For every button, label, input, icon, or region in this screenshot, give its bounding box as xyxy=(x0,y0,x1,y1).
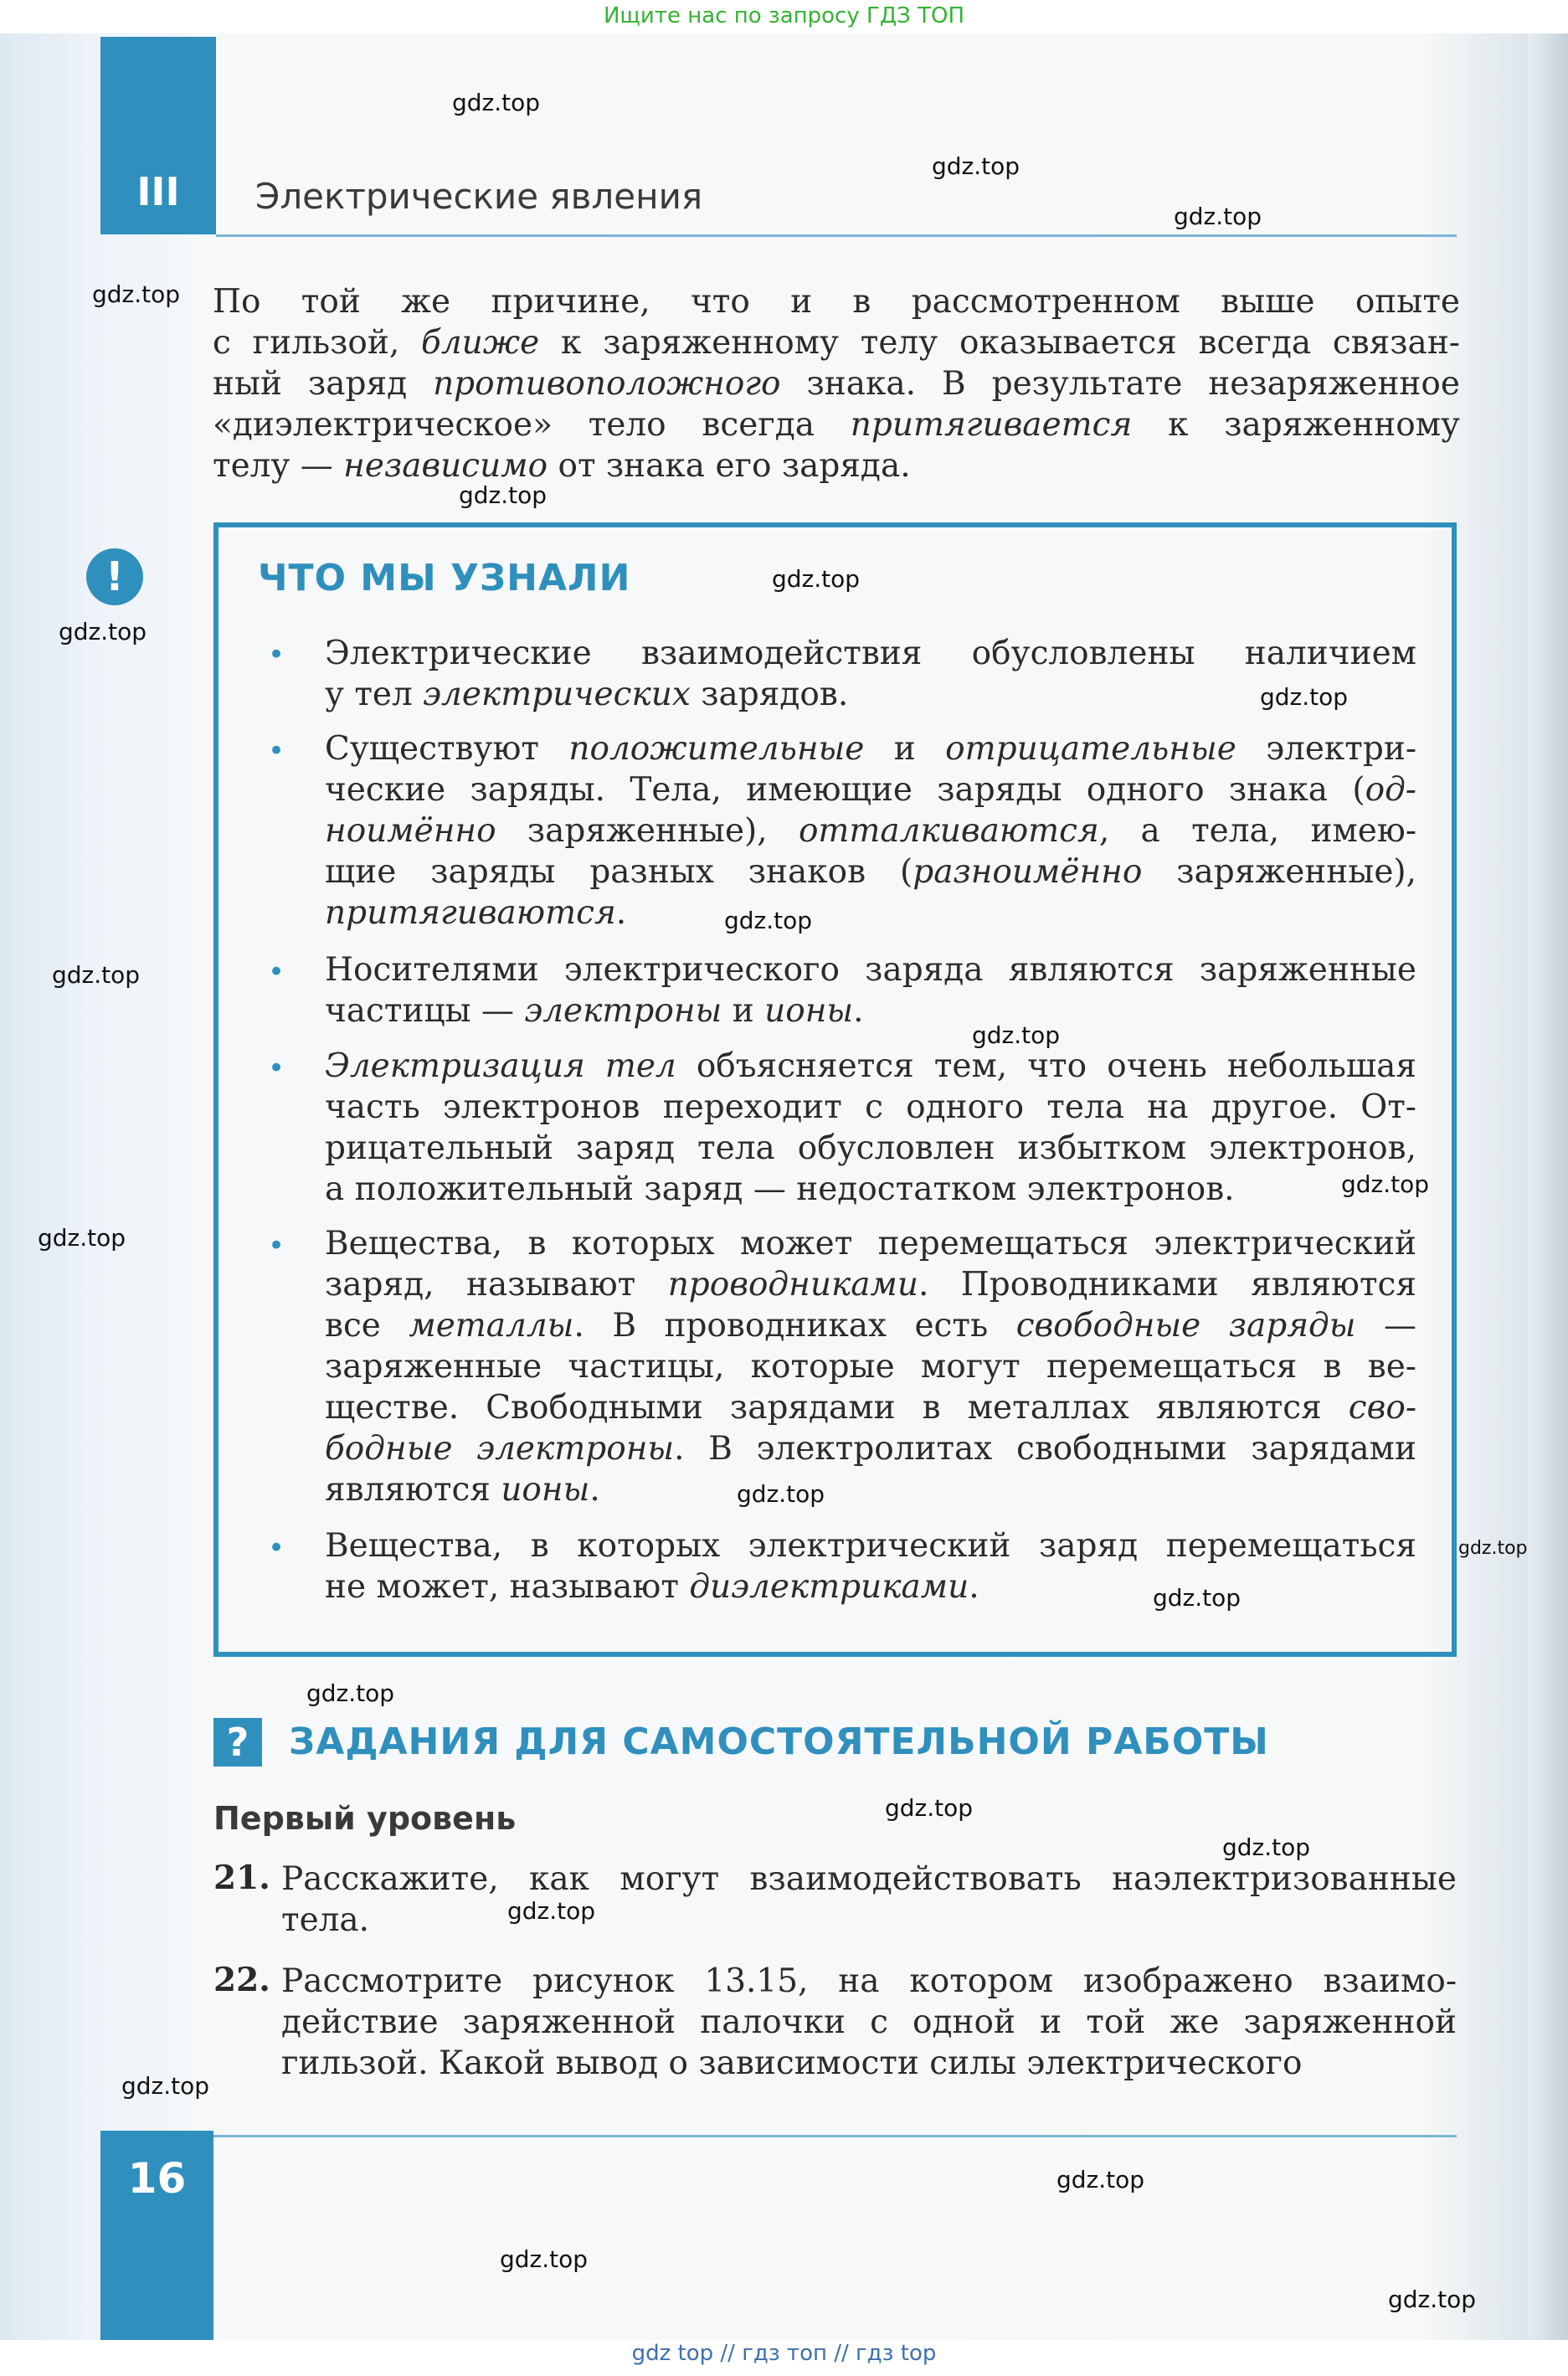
task-text xyxy=(281,1961,1457,2084)
page-edge-shadow xyxy=(1528,33,1568,2340)
watermark: gdz.top xyxy=(59,618,147,645)
text-line: гильзой. Какой вывод о зависимости силы электрического xyxy=(281,2044,1303,2082)
text-line: Вещества, в которых может перемещаться электрический xyxy=(325,1225,1416,1263)
watermark: gdz.top xyxy=(92,280,181,308)
watermark: gdz.top xyxy=(121,2072,210,2100)
summary-bullet xyxy=(325,728,1416,933)
watermark: gdz.top xyxy=(52,961,141,989)
italic-term: ближе xyxy=(421,324,540,362)
watermark: gdz.top xyxy=(1222,1833,1311,1861)
header-divider xyxy=(216,234,1457,237)
text-line: тела. xyxy=(281,1901,370,1939)
text-line: щие заряды разных знаков (разноимённо заряженные), xyxy=(325,853,1417,891)
text-line: Расскажите, как могут взаимодействовать наэлектризованные xyxy=(281,1860,1457,1898)
bottom-banner[interactable]: gdz top // гдз топ // гдз top xyxy=(631,2341,937,2366)
bullet-dot-icon: • xyxy=(268,734,285,768)
text-line: телу — независимо от знака его заряда. xyxy=(213,447,911,485)
text-line: ческие заряды. Тела, имеющие заряды одного знака (од- xyxy=(325,771,1416,809)
watermark: gdz.top xyxy=(507,1897,596,1925)
summary-bullet xyxy=(325,1223,1416,1510)
text-line: заряженные частицы, которые могут перемещаться в ве- xyxy=(325,1348,1416,1386)
bullet-dot-icon: • xyxy=(268,1052,285,1085)
italic-term: ноимённо xyxy=(325,812,496,850)
bullet-dot-icon: • xyxy=(268,955,285,989)
text-line: Существуют положительные и отрицательные электри- xyxy=(325,730,1416,768)
italic-term: электрических xyxy=(423,676,691,713)
italic-term: отрицательные xyxy=(945,730,1236,768)
bullet-dot-icon: • xyxy=(268,1531,285,1565)
summary-bullet xyxy=(325,1525,1416,1607)
italic-term: положительные xyxy=(568,730,865,768)
watermark: gdz.top xyxy=(972,1021,1061,1049)
watermark: gdz.top xyxy=(1153,1584,1242,1612)
question-icon: ? xyxy=(213,1718,262,1767)
watermark: gdz.top xyxy=(724,907,813,934)
text-line: «диэлектрическое» тело всегда притягивается к заряженному xyxy=(213,406,1461,444)
summary-bullet xyxy=(325,949,1416,1031)
task-text xyxy=(281,1859,1457,1941)
bullet-dot-icon: • xyxy=(268,638,285,671)
watermark: gdz.top xyxy=(500,2245,589,2273)
page-number: 16 xyxy=(100,2131,213,2340)
level-title: Первый уровень xyxy=(213,1800,517,1837)
tasks-title: ЗАДАНИЯ ДЛЯ САМОСТОЯТЕЛЬНОЙ РАБОТЫ xyxy=(289,1720,1269,1763)
watermark: gdz.top xyxy=(1458,1538,1528,1559)
italic-term: ионы xyxy=(501,1471,590,1509)
summary-title: ЧТО МЫ УЗНАЛИ xyxy=(258,557,631,599)
text-line: бодные электроны. В электролитах свободными зарядами xyxy=(325,1430,1416,1468)
task-number: 21. xyxy=(213,1859,270,1897)
top-banner[interactable]: Ищите нас по запросу ГДЗ ТОП xyxy=(603,3,965,28)
text-line: действие заряженной палочки с одной и той же заряженной xyxy=(281,2003,1457,2041)
watermark: gdz.top xyxy=(932,152,1020,180)
summary-bullet xyxy=(325,633,1416,715)
watermark: gdz.top xyxy=(38,1224,126,1252)
text-line: частицы — электроны и ионы. xyxy=(325,992,864,1030)
watermark: gdz.top xyxy=(1260,683,1349,711)
exclamation-icon: ! xyxy=(86,548,143,605)
italic-term: диэлектриками xyxy=(689,1568,969,1606)
italic-term: сво- xyxy=(1348,1389,1416,1427)
italic-term: противоположного xyxy=(433,365,781,403)
watermark: gdz.top xyxy=(459,481,548,509)
italic-term: разноимённо xyxy=(913,853,1143,891)
text-line: не может, называют диэлектриками. xyxy=(325,1568,979,1606)
chapter-title: Электрические явления xyxy=(255,176,703,217)
italic-term: Электризация тел xyxy=(325,1047,676,1085)
summary-bullet xyxy=(325,1046,1416,1210)
italic-term: бодные электроны xyxy=(325,1430,675,1468)
watermark: gdz.top xyxy=(452,89,541,116)
watermark: gdz.top xyxy=(1174,203,1262,230)
text-line: с гильзой, ближе к заряженному телу оказывается всегда связан- xyxy=(213,324,1460,362)
italic-term: электроны xyxy=(524,992,722,1030)
text-line: являются ионы. xyxy=(325,1471,600,1509)
watermark: gdz.top xyxy=(306,1679,395,1707)
watermark: gdz.top xyxy=(1388,2286,1477,2313)
text-line: ноимённо заряженные), отталкиваются, а тела, имею- xyxy=(325,812,1416,850)
italic-term: проводниками xyxy=(667,1266,918,1304)
text-line: а положительный заряд — недостатком электронов. xyxy=(325,1170,1235,1208)
text-line: ществе. Свободными зарядами в металлах являются сво- xyxy=(325,1389,1416,1427)
watermark: gdz.top xyxy=(1056,2166,1145,2193)
text-line: Носителями электрического заряда являются заряженные xyxy=(325,951,1416,989)
text-line: у тел электрических зарядов. xyxy=(325,676,849,713)
italic-term: независимо xyxy=(343,447,548,485)
bullet-dot-icon: • xyxy=(268,1229,285,1263)
italic-term: отталкиваются xyxy=(798,812,1099,850)
text-line: Электризация тел объясняется тем, что очень небольшая xyxy=(325,1047,1416,1085)
footer-divider xyxy=(213,2135,1457,2137)
italic-term: свободные заряды xyxy=(1015,1307,1356,1345)
italic-term: од- xyxy=(1365,771,1416,809)
text-line: Электрические взаимодействия обусловлены наличием xyxy=(325,635,1416,672)
watermark: gdz.top xyxy=(772,565,861,593)
intro-paragraph xyxy=(213,281,1460,486)
text-line: По той же причине, что и в рассмотренном выше опыте xyxy=(213,283,1460,321)
italic-term: притягиваются xyxy=(325,894,616,932)
watermark: gdz.top xyxy=(737,1480,825,1508)
chapter-tab: III xyxy=(100,37,216,234)
italic-term: притягивается xyxy=(850,406,1133,444)
text-line: заряд, называют проводниками. Проводниками являются xyxy=(325,1266,1416,1304)
task-number: 22. xyxy=(213,1961,270,1999)
text-line: рицательный заряд тела обусловлен избытком электронов, xyxy=(325,1129,1416,1167)
text-line: притягиваются. xyxy=(325,894,627,932)
watermark: gdz.top xyxy=(885,1794,974,1822)
text-line: часть электронов переходит с одного тела на другое. От- xyxy=(325,1088,1416,1126)
watermark: gdz.top xyxy=(1341,1170,1430,1198)
text-line: Вещества, в которых электрический заряд перемещаться xyxy=(325,1527,1416,1565)
text-line: Рассмотрите рисунок 13.15, на котором изображено взаимо- xyxy=(281,1962,1457,2000)
text-line: ный заряд противоположного знака. В результате незаряженное xyxy=(213,365,1460,403)
italic-term: металлы xyxy=(409,1307,574,1345)
italic-term: ионы xyxy=(764,992,854,1030)
text-line: все металлы. В проводниках есть свободные заряды — xyxy=(325,1307,1417,1345)
